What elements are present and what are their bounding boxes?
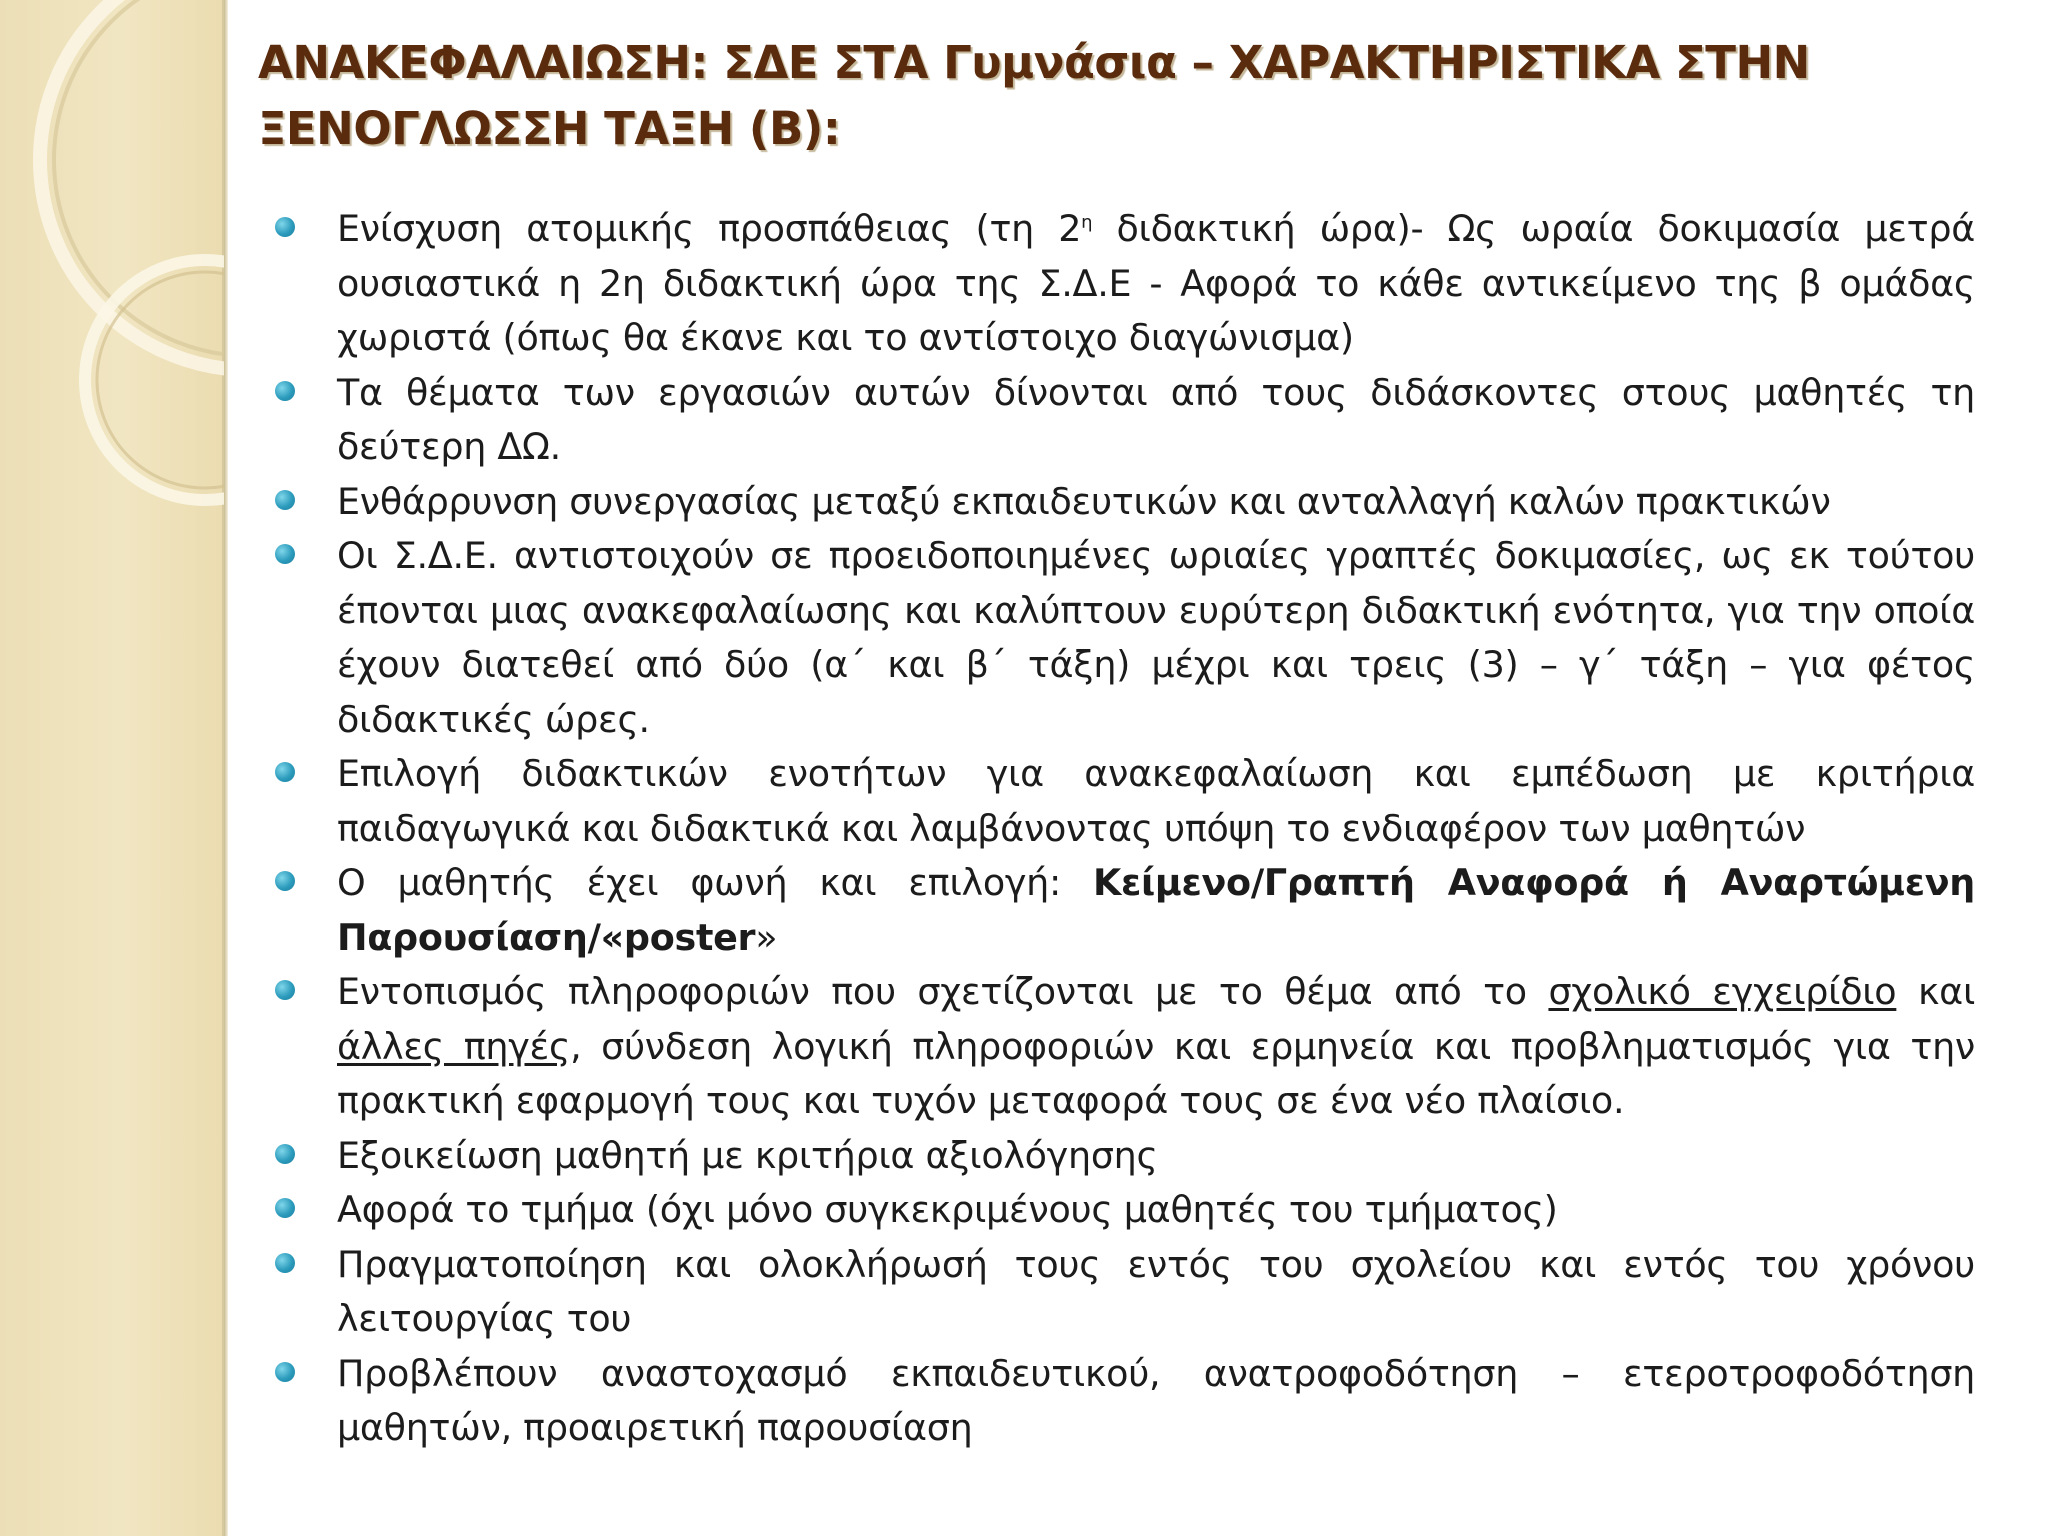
bullet-text: , σύνδεση λογική πληροφοριών και ερμηνεία και προβληματισμός για την πρακτική εφαρμογή τους και τυχόν μεταφορά τους σε ένα νέο πλαίσιο.	[337, 1024, 1975, 1122]
bullet-text: Ενίσχυση ατομικής προσπάθειας (τη 2	[337, 207, 1082, 250]
slide-title-line-1: ΑΝΑΚΕΦΑΛΑΙΩΣΗ: ΣΔΕ ΣΤΑ Γυμνάσια – ΧΑΡΑΚΤΗΡΙΣΤΙΚΑ ΣΤΗΝ	[258, 36, 1810, 89]
bullet-item-4	[275, 529, 1975, 747]
bullet-icon	[275, 381, 295, 401]
bullet-item-3	[275, 475, 1975, 530]
ring-medium-light	[85, 260, 224, 500]
bullet-text: Επιλογή διδακτικών ενοτήτων για ανακεφαλαίωση και εμπέδωση με κριτήρια παιδαγωγικά και διδακτικά και λαμβάνοντας υπόψη το ενδιαφέρον των μαθητών	[337, 752, 1975, 850]
bullet-icon	[275, 871, 295, 891]
decorative-rings	[0, 0, 224, 1536]
bullet-icon	[275, 1253, 295, 1273]
bullet-icon	[275, 980, 295, 1000]
bullet-text: Οι Σ.Δ.Ε. αντιστοιχούν σε προειδοποιημένες ωριαίες γραπτές δοκιμασίες, ως εκ τούτου έπονται μιας ανακεφαλαίωσης και καλύπτουν ευρύτερη διδακτική ενότητα, για την οποία έχουν διατεθεί από δύο (α΄ και β΄ τάξη) μέχρι και τρεις (3) – γ΄ τάξη – για φέτος διδακτικές ώρες.	[337, 534, 1975, 741]
bullet-text: Ο μαθητής έχει φωνή και επιλογή:	[337, 861, 1093, 904]
bullet-text: Εντοπισμός πληροφοριών που σχετίζονται με το θέμα από το	[337, 970, 1549, 1013]
bullet-bold-text: Κείμενο/Γραπτή Αναφορά ή Αναρτώμενη Παρουσίαση/«poster	[337, 861, 1975, 959]
bullet-text: Αφορά το τμήμα (όχι μόνο συγκεκριμένους μαθητές του τμήματος)	[337, 1188, 1558, 1231]
bullet-text: Προβλέπουν αναστοχασμό εκπαιδευτικού, ανατροφοδότηση – ετεροτροφοδότηση μαθητών, προαιρετική παρουσίαση	[337, 1351, 1975, 1449]
bullet-item-10	[275, 1238, 1975, 1347]
sidebar-divider	[224, 0, 228, 1536]
bullet-icon	[275, 217, 295, 237]
bullet-icon	[275, 1144, 295, 1164]
bullet-item-2	[275, 366, 1975, 475]
bullet-text: »	[755, 915, 778, 959]
bullet-icon	[275, 490, 295, 510]
underlined-text-school-textbook: σχολικό εγχειρίδιο	[1548, 970, 1897, 1013]
bullet-icon	[275, 762, 295, 782]
ring-large-shadow	[54, 0, 224, 356]
bullet-text: Ενθάρρυνση συνεργασίας μεταξύ εκπαιδευτικών και ανταλλαγή καλών πρακτικών	[337, 479, 1831, 523]
decorative-sidebar	[0, 0, 224, 1536]
bullet-text: διδακτική ώρα)- Ως ωραία δοκιμασία μετρά ουσιαστικά η 2η διδακτική ώρα της Σ.Δ.Ε - Αφορά το κάθε αντικείμενο της β ομάδας χωριστά (όπως θα έκανε και το αντίστοιχο διαγώνισμα)	[337, 207, 1975, 359]
bullet-item-6	[275, 856, 1975, 965]
bullet-text: Τα θέματα των εργασιών αυτών δίνονται από τους διδάσκοντες στους μαθητές τη δεύτερη ΔΩ.	[337, 370, 1975, 468]
bullet-icon	[275, 544, 295, 564]
slide-title-line-2: ΞΕΝΟΓΛΩΣΣΗ ΤΑΞΗ (Β):	[258, 102, 841, 155]
bullet-item-11	[275, 1347, 1975, 1456]
bullet-item-8	[275, 1129, 1975, 1184]
bullet-item-9	[275, 1183, 1975, 1238]
ordinal-superscript: η	[1081, 211, 1093, 233]
bullet-list	[275, 202, 1975, 1456]
bullet-item-7	[275, 965, 1975, 1129]
slide-title	[258, 30, 1998, 162]
bullet-text: Εξοικείωση μαθητή με κριτήρια αξιολόγησης	[337, 1133, 1158, 1177]
bullet-text: Πραγματοποίηση και ολοκλήρωσή τους εντός του σχολείου και εντός του χρόνου λειτουργίας του	[337, 1242, 1975, 1340]
bullet-icon	[275, 1198, 295, 1218]
bullet-text: και	[1896, 970, 1975, 1013]
bullet-item-5	[275, 747, 1975, 856]
bullet-item-1	[275, 202, 1975, 366]
underlined-text-other-sources: άλλες πηγές	[337, 1024, 571, 1068]
bullet-icon	[275, 1362, 295, 1382]
